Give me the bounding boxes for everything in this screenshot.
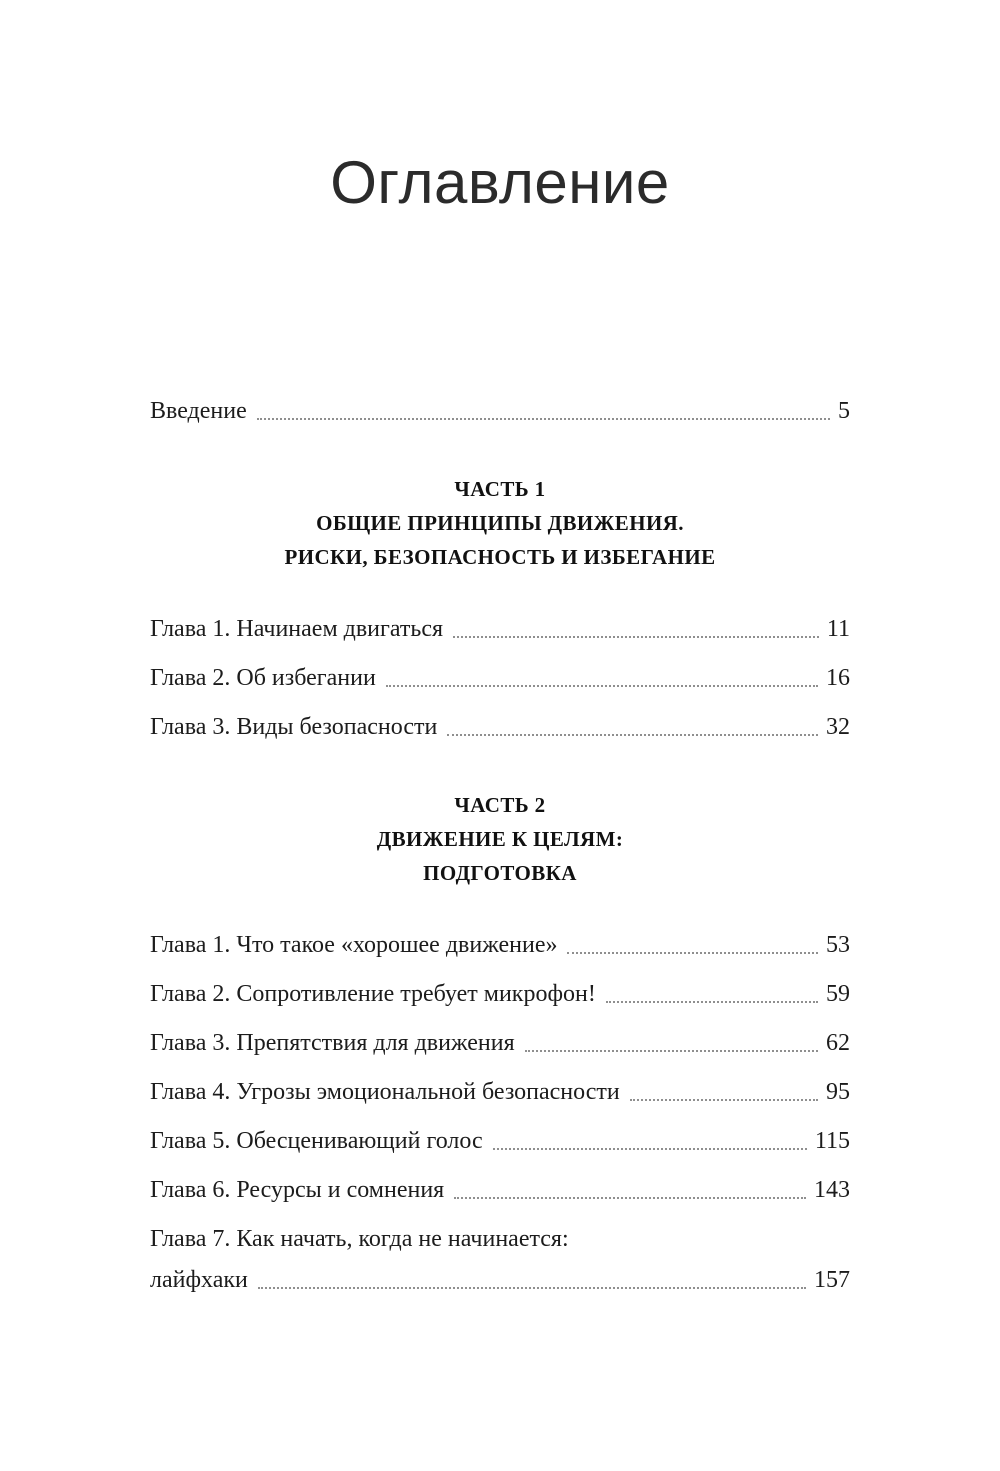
dot-leader bbox=[453, 636, 819, 638]
entry-title: Глава 3. Виды безопасности bbox=[150, 714, 438, 740]
entry-page: 53 bbox=[826, 932, 850, 958]
part-heading-2 bbox=[150, 788, 850, 890]
dot-leader bbox=[258, 1287, 806, 1289]
toc-entry bbox=[150, 712, 850, 742]
toc-entry bbox=[150, 1126, 850, 1156]
dot-leader bbox=[454, 1197, 806, 1199]
entry-page: 59 bbox=[826, 981, 850, 1007]
entry-title: Глава 6. Ресурсы и сомнения bbox=[150, 1177, 445, 1203]
toc-entry bbox=[150, 614, 850, 644]
part-subtitle-line: РИСКИ, БЕЗОПАСНОСТЬ И ИЗБЕГАНИЕ bbox=[284, 545, 716, 569]
entry-title: Введение bbox=[150, 398, 247, 424]
part-subtitle-line: ДВИЖЕНИЕ К ЦЕЛЯМ: bbox=[376, 827, 624, 851]
part-subtitle-line: ПОДГОТОВКА bbox=[423, 861, 577, 885]
dot-leader bbox=[567, 952, 818, 954]
entry-title: Глава 1. Что такое «хорошее движение» bbox=[150, 932, 558, 958]
page-title: Оглавление bbox=[330, 149, 670, 216]
toc-entry bbox=[150, 1175, 850, 1205]
dot-leader bbox=[606, 1001, 818, 1003]
toc-entry bbox=[150, 1077, 850, 1107]
entry-title: Глава 1. Начинаем двигаться bbox=[150, 616, 444, 642]
entry-page: 115 bbox=[814, 1128, 850, 1154]
entry-title: Глава 2. Сопротивление требует микрофон! bbox=[150, 981, 596, 1007]
toc-entry-two-line bbox=[150, 1224, 850, 1295]
toc-entry-intro bbox=[150, 396, 850, 426]
dot-leader bbox=[386, 685, 818, 687]
entry-page: 143 bbox=[814, 1177, 850, 1203]
entry-title: Глава 2. Об избегании bbox=[150, 665, 376, 691]
dot-leader bbox=[493, 1148, 807, 1150]
entry-title-line2: лайфхаки bbox=[150, 1267, 248, 1293]
entry-page: 5 bbox=[838, 398, 850, 424]
dot-leader bbox=[257, 418, 830, 420]
part-subtitle-line: ОБЩИЕ ПРИНЦИПЫ ДВИЖЕНИЯ. bbox=[316, 511, 684, 535]
entry-page: 95 bbox=[826, 1079, 850, 1105]
part-label: ЧАСТЬ 2 bbox=[454, 793, 546, 817]
entry-page: 157 bbox=[814, 1267, 850, 1293]
entry-page: 62 bbox=[826, 1030, 850, 1056]
toc-entry bbox=[150, 930, 850, 960]
dot-leader bbox=[630, 1099, 818, 1101]
toc-entry bbox=[150, 663, 850, 693]
entry-title: Глава 5. Обесценивающий голос bbox=[150, 1128, 483, 1154]
dot-leader bbox=[447, 734, 818, 736]
toc-entry bbox=[150, 979, 850, 1009]
entry-title: Глава 3. Препятствия для движения bbox=[150, 1030, 515, 1056]
entry-title: Глава 4. Угрозы эмоциональной безопасности bbox=[150, 1079, 620, 1105]
part-label: ЧАСТЬ 1 bbox=[454, 477, 546, 501]
entry-page: 11 bbox=[826, 616, 850, 642]
entry-page: 16 bbox=[826, 665, 850, 691]
toc-entry bbox=[150, 1028, 850, 1058]
part-heading-1 bbox=[150, 472, 850, 574]
entry-title-line1: Глава 7. Как начать, когда не начинается: bbox=[150, 1226, 569, 1252]
dot-leader bbox=[525, 1050, 818, 1052]
toc-page bbox=[150, 0, 850, 1295]
entry-page: 32 bbox=[826, 714, 850, 740]
